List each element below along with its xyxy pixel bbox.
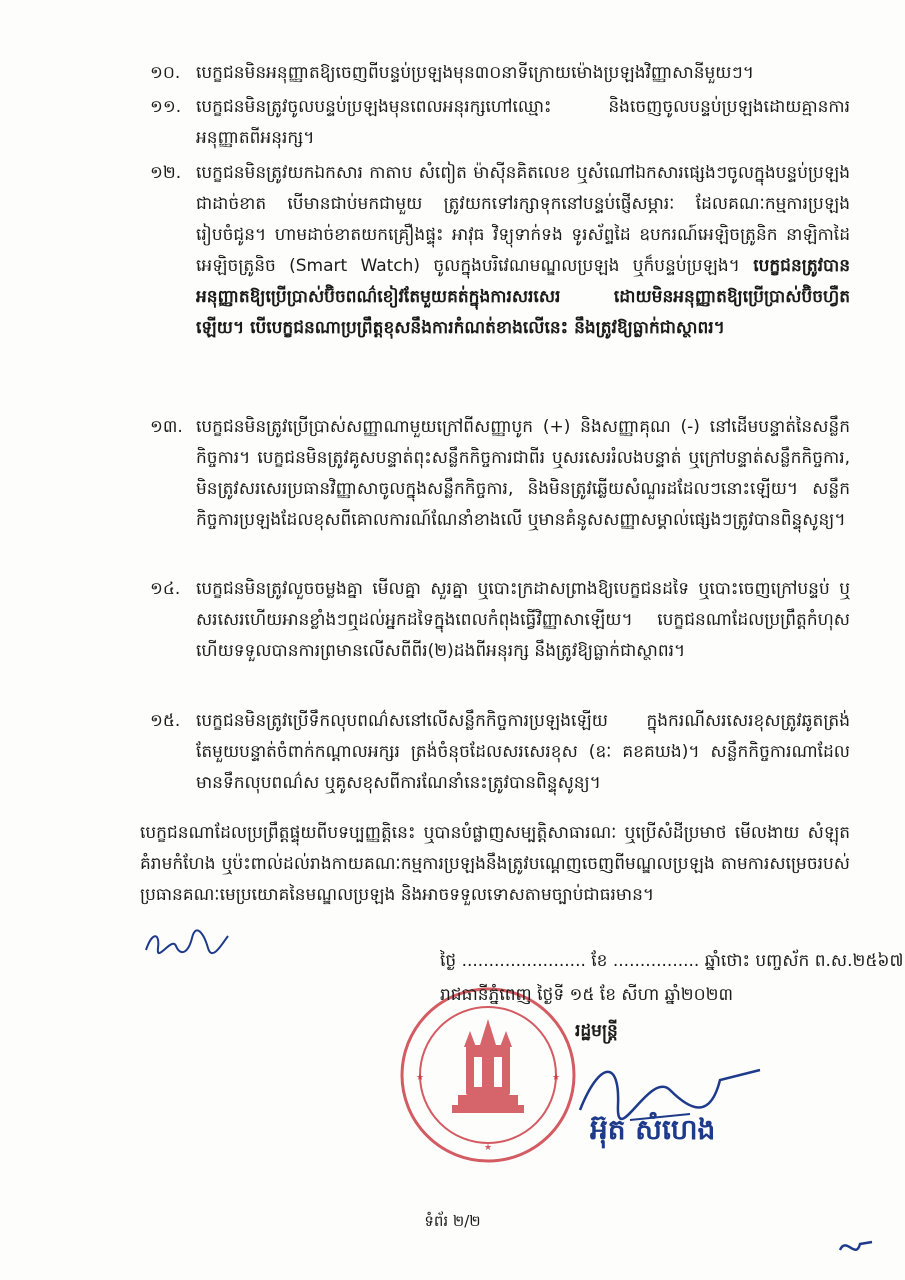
- signatory-name: អ៊ុត សំហេង: [590, 1113, 716, 1146]
- initials-handwriting-icon: [142, 928, 232, 958]
- rule-text: បេក្ខជនមិនអនុញ្ញាតឱ្យចេញពីបន្ទប់ប្រឡងមុន៣០នាទីក្រោយម៉ោងប្រឡងវិញ្ញាសានីមួយៗ។: [196, 63, 754, 83]
- corner-initial-handwriting-icon: [836, 1232, 876, 1262]
- rule-text: បេក្ខជនមិនត្រូវប្រើប្រាស់សញ្ញាណាមួយក្រៅពីសញ្ញាបូក (+) និងសញ្ញាគុណ (-) នៅដើមបន្ទាត់នៃសន្លឹកកិច្ចការ។ បេក្ខជនមិនត្រូវគូសបន្ទាត់ពុះសន្លឹកកិច្ចការជាពីរ ឬសរសេររំលងបន្ទាត់ ឬក្រៅបន្ទាត់សន្លឹកកិច្ចការ, មិនត្រូវសរសេរប្រធានវិញ្ញាសាចូលក្នុងសន្លឹកកិច្ចការ, និងមិនត្រូវឆ្លើយសំណួរដដែលៗនោះឡើយ។ សន្លឹកកិច្ចការប្រឡងដែលខុសពីគោលការណ៍ណែនាំខាងលើ ឬមានគំនូសសញ្ញាសម្គាល់ផ្សេងៗត្រូវបានពិន្ទុសូន្យ។: [196, 417, 850, 530]
- rule-10: [150, 58, 850, 89]
- rule-number: ១៣.: [150, 417, 183, 437]
- rule-13: [150, 412, 850, 536]
- svg-text:★: ★: [551, 1073, 561, 1083]
- svg-text:★: ★: [483, 1143, 493, 1153]
- page-number: ទំព័រ ២/២: [424, 1212, 481, 1230]
- rule-11: [150, 92, 850, 154]
- signatory-title: រដ្ឋមន្ត្រី: [575, 1021, 618, 1041]
- rule-number: ១៤.: [150, 579, 181, 599]
- closing-paragraph: បេក្ខជនណាដែលប្រព្រឹត្តផ្ទុយពីបទប្បញ្ញត្តិនេះ ឬបានបំផ្លាញសម្បត្តិសាធារណៈ ឬប្រើសំដីប្រមាថ មើលងាយ សំឡុត គំរាមកំហែង ឬប៉ះពាល់ដល់រាងកាយគណៈកម្មការប្រឡងនឹងត្រូវបណ្ដេញចេញពីមណ្ឌលប្រឡង តាមការសម្រេចរបស់ប្រធានគណៈមេប្រយោគនៃមណ្ឌលប្រឡង និងអាចទទួលទោសតាមច្បាប់ជាធរមាន។: [140, 823, 850, 905]
- rule-number: ១៥.: [150, 711, 181, 731]
- rule-text: បេក្ខជនមិនត្រូវប្រើទឹកលុបពណ៌សនៅលើសន្លឹកកិច្ចការប្រឡងឡើយ ក្នុងករណីសរសេរខុសត្រូវឆូតត្រង់តែមួយបន្ទាត់ចំពាក់កណ្ដាលអក្សរ ត្រង់ចំនុចដែលសរសេរខុស (ឧៈ គខគឃង)។ សន្លឹកកិច្ចការណាដែលមានទឹកលុបពណ៌ស ឬគូសខុសពីការណែនាំនេះត្រូវបានពិន្ទុសូន្យ។: [196, 711, 850, 793]
- city-date: រាជធានីភ្នំពេញ ថ្ងៃទី ១៥ ខែ សីហា ឆ្នាំ២០២៣: [440, 985, 734, 1005]
- svg-text:★: ★: [415, 1073, 425, 1083]
- rule-14: [150, 574, 850, 667]
- rule-body: [196, 158, 850, 344]
- official-seal-icon: [398, 985, 578, 1165]
- rule-text: បេក្ខជនមិនត្រូវលួចចម្លងគ្នា មើលគ្នា សួរគ្នា ឬបោះក្រដាសព្រាងឱ្យបេក្ខជនដទៃ ឬបោះចេញក្រៅបន្ទប់ ឬសរសេរហើយអានខ្លាំងៗឮដល់អ្នកដទៃក្នុងពេលកំពុងធ្វើវិញ្ញាសាឡើយ។ បេក្ខជនណាដែលប្រព្រឹត្តកំហុស ហើយទទួលបានការព្រមានលើសពីពីរ(២)ដងពីអនុរក្ស នឹងត្រូវឱ្យធ្លាក់ជាស្ថាពរ។: [196, 579, 850, 661]
- lunar-date: ថ្ងៃ ....................... ខែ ................ ឆ្នាំថោះ បញ្ចស័ក ព.ស.២៥៦៧: [440, 951, 904, 971]
- rule-number: ១០.: [150, 63, 181, 83]
- rule-number: ១២.: [150, 163, 182, 183]
- rule-15: [150, 706, 850, 799]
- rule-bold-text: បេក្ខជនត្រូវបានអនុញ្ញាតឱ្យប្រើប្រាស់ប៊ិចពណ៌ខៀវតែមួយគត់ក្នុងការសរសេរ ដោយមិនអនុញ្ញាតឱ្យប្រើប្រាស់ប៊ិចហ្វឺតឡើយ។ បើបេក្ខជនណាប្រព្រឹត្តខុសនឹងការកំណត់ខាងលើនេះ នឹងត្រូវឱ្យធ្លាក់ជាស្ថាពរ។: [196, 256, 850, 338]
- rule-text: បេក្ខជនមិនត្រូវយកឯកសារ កាតាប សំពៀត ម៉ាស៊ីនគិតលេខ ឬសំណៅឯកសារផ្សេងៗចូលក្នុងបន្ទប់ប្រឡងជាដាច់ខាត បើមានជាប់មកជាមួយ ត្រូវយកទៅរក្សាទុកនៅបន្ទប់ផ្ញើសម្ភារៈ ដែលគណៈកម្មការប្រឡងរៀបចំជូន។ ហាមដាច់ខាតយកគ្រឿងផ្ទុះ អាវុធ វិទ្យុទាក់ទង ទូរស័ព្ទដៃ ឧបករណ៍អេឡិចត្រូនិក នាឡិកាដៃអេឡិចត្រូនិច (Smart Watch) ចូលក្នុងបរិវេណមណ្ឌលប្រឡង ឬក៏បន្ទប់ប្រឡង។: [196, 163, 850, 276]
- rule-12: [150, 158, 850, 344]
- rule-text: បេក្ខជនមិនត្រូវចូលបន្ទប់ប្រឡងមុនពេលអនុរក្សហៅឈ្មោះ និងចេញចូលបន្ទប់ប្រឡងដោយគ្មានការអនុញ្ញាតពីអនុរក្ស។: [196, 97, 850, 148]
- rule-number: ១១.: [150, 97, 182, 117]
